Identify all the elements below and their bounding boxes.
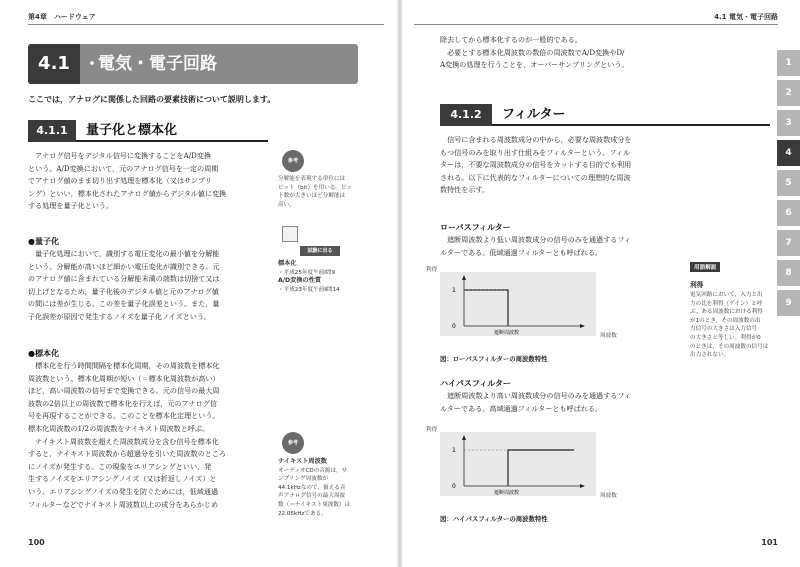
text-line: 生するノイズをエリアシングノイズ（又は折返しノイズ）と	[28, 474, 217, 484]
text-line: 遮断周波数より高い周波数成分の信号のみを通過するフィ	[447, 391, 631, 400]
exam-detail: ・平成25年度午前Ⅰ問9	[278, 269, 336, 276]
chapter-tab-2[interactable]: 2	[777, 80, 800, 106]
intro-paragraph	[28, 150, 268, 213]
chapter-tab-7[interactable]: 7	[777, 230, 800, 256]
text-line: 周波数という。標本化周期が短い（＝標本化周波数が高い）	[28, 373, 220, 383]
y-axis-arrow	[462, 275, 466, 280]
note-line: 声アナログ信号の最大周波	[278, 493, 346, 500]
glossary-line: が1のとき，その周波数の出	[690, 317, 761, 324]
lowpass-paragraph	[440, 234, 702, 259]
lowpass-y-label: 利得	[426, 267, 438, 273]
gain-zero-label: 0	[452, 483, 456, 490]
x-axis-arrow	[580, 324, 585, 328]
glossary-line: 力の比を利得（ゲイン）と呼	[690, 300, 763, 307]
highpass-y-label: 利得	[426, 427, 438, 433]
text-line: すると，ナイキスト周波数から超過分を引いた周波数のところ	[28, 449, 226, 459]
text-line: でアナログ値のまま切り出す処理を標本化（又はサンプリ	[28, 176, 212, 186]
subheading-sampling: ●標本化	[28, 349, 59, 358]
highpass-x-label: 周波数	[600, 493, 617, 499]
chapter-tab-4[interactable]: 4	[777, 140, 800, 166]
text-line: 必要とする標本化周波数の数倍の周波数でA/D変換やD/	[447, 47, 625, 57]
section-title: 量子化と標本化	[86, 123, 178, 138]
text-line: 号を再現することができる。このことを標本化定理という。	[28, 411, 220, 421]
glossary-text	[690, 291, 772, 360]
header-rule	[28, 24, 384, 25]
section-number: 4.1.2	[440, 104, 492, 126]
text-line: する処理を量子化という。	[28, 201, 114, 211]
chapter-lead: ここでは，アナログに関係した回路の要素技術について説明します。	[28, 95, 276, 104]
text-line: 切上げとなるため，量子化後のデジタル値と元のアナログ値	[28, 286, 219, 296]
note-line: オーディオCDの音源は，サ	[278, 467, 348, 474]
y-axis-arrow	[462, 435, 466, 440]
filter-intro-paragraph	[440, 134, 702, 197]
sidebar-exam-list	[278, 260, 378, 294]
text-line: 子化誤差が原因で発生するノイズを量子化ノイズという。	[28, 311, 212, 321]
text-line: 標本化周波数の1/2の周波数をナイキスト周波数と呼ぶ。	[28, 423, 210, 433]
text-line: ターは，不要な周波数成分の信号をカットする目的でも利用	[440, 160, 632, 170]
chapter-tab-9[interactable]: 9	[777, 290, 800, 316]
note-line: ンプリング周波数が	[278, 476, 329, 483]
text-line: 信号に含まれる周波数成分の中から，必要な周波数成分を	[447, 135, 632, 144]
glossary-line: の大きさと等しい。利得が0	[690, 334, 761, 341]
gain-one-label: 1	[452, 287, 456, 294]
pencil-icon	[282, 226, 298, 242]
text-line: という。A/D変換において，元のアナログ信号を一定の周期	[28, 163, 219, 173]
chapter-tab-3[interactable]: 3	[777, 110, 800, 136]
chapter-number: 4.1	[28, 44, 80, 84]
text-line: 量子化処理において，識別する電圧変化の最小値を分解能	[35, 249, 220, 258]
glossary-box	[690, 254, 772, 360]
section-title: フィルター	[502, 107, 566, 122]
quantization-paragraph	[28, 248, 268, 324]
text-line: 波数の2倍以上の周波数で標本化を行えば，元のアナログ信	[28, 398, 217, 408]
chapter-title: 電気・電子回路	[98, 54, 217, 74]
chapter-tab-8[interactable]: 8	[777, 260, 800, 286]
text-line: 数特性を示す。	[440, 185, 490, 195]
text-line: 除去してから標本化するのが一般的である。	[440, 35, 582, 44]
note-line: ビット（bit）を用いる。ビッ	[278, 184, 352, 191]
highpass-response-line	[508, 450, 574, 486]
note-title: ナイキスト周波数	[278, 458, 327, 465]
text-line: 標本化を行う時間間隔を標本化周期，その周波数を標本化	[35, 361, 220, 370]
subheading-quantization: ●量子化	[28, 237, 59, 246]
text-line: アナログ信号をデジタル信号に変換することをA/D変換	[35, 151, 212, 160]
text-line: いう。エリアシングノイズの発生を防ぐためには，低域通過	[28, 486, 219, 496]
note-line: ト数が大きいほど分解能は	[278, 193, 346, 200]
chapter-dot: ・	[84, 54, 101, 73]
glossary-line: 電気回路において，入力と出	[690, 292, 763, 298]
sidebar-note-nyquist	[278, 458, 376, 518]
continued-paragraph	[440, 34, 702, 72]
glossary-line: 力信号の大きさは入力信号	[690, 326, 758, 333]
note-line: 高い。	[278, 201, 295, 208]
lowpass-response-line	[464, 290, 508, 326]
cutoff-label: 遮断周波数	[494, 490, 520, 496]
highpass-paragraph	[440, 390, 702, 415]
left-page	[0, 0, 398, 567]
left-running-head: 第4章 ハードウェア	[28, 13, 96, 21]
highpass-plot	[440, 432, 596, 496]
highpass-caption: 図：ハイパスフィルターの周波数特性	[440, 515, 548, 523]
note-line: 分解能を表現する単位には	[278, 176, 346, 182]
exam-detail: ・平成23年度午前Ⅱ問14	[278, 286, 340, 293]
text-line: ナイキスト周波数を超えた周波数成分を含む信号を標本化	[35, 436, 219, 446]
highpass-heading: ハイパスフィルター	[440, 379, 511, 388]
text-line: のアナログ値に含まれている分解能未満の端数は切捨て又は	[28, 274, 220, 284]
cutoff-label: 遮断周波数	[494, 330, 520, 336]
chapter-tab-6[interactable]: 6	[777, 200, 800, 226]
chapter-tab-5[interactable]: 5	[777, 170, 800, 196]
section-heading	[440, 104, 770, 126]
reference-icon: 参考	[282, 150, 304, 172]
glossary-line: のときは，その周波数の信号は	[690, 343, 769, 350]
exam-badge: 試験に出る	[300, 246, 340, 256]
note-line: 22.05kHzである。	[278, 510, 327, 517]
gain-zero-label: 0	[452, 323, 456, 330]
text-line: される。以下に代表的なフィルターについての理想的な周波	[440, 172, 631, 182]
text-line: ほど，高い周波数の信号まで変換できる。元の信号の最大周	[28, 386, 220, 396]
glossary-line: 出力されない。	[690, 352, 730, 359]
lowpass-caption: 図：ローパスフィルターの周波数特性	[440, 355, 548, 363]
chapter-heading	[28, 44, 358, 84]
text-line: にノイズが発生する。この現象をエリアシングといい，発	[28, 461, 212, 471]
note-line: 44.1kHzなので，扱える音	[278, 484, 346, 491]
lowpass-heading: ローパスフィルター	[440, 223, 511, 232]
note-line: 数（＝ナイキスト周波数）は	[278, 501, 351, 508]
gain-one-label: 1	[452, 447, 456, 454]
text-line: もつ信号のみを取り出す仕組みをフィルターという。フィル	[440, 147, 631, 157]
exam-topic: A/D変換の性質	[278, 277, 322, 285]
text-line: ング）といい，標本化されたアナログ値からデジタル値に変換	[28, 188, 227, 198]
header-rule	[414, 24, 778, 25]
x-axis-arrow	[580, 484, 585, 488]
sampling-paragraph	[28, 360, 268, 511]
sidebar-note-resolution	[278, 175, 374, 209]
chapter-tab-1[interactable]: 1	[777, 50, 800, 76]
left-page-number: 100	[28, 538, 45, 547]
lowpass-plot-svg	[440, 272, 596, 336]
text-line: 遮断周波数より低い周波数成分の信号のみを通過するフィ	[447, 235, 631, 244]
section-number: 4.1.1	[28, 120, 76, 142]
glossary-badge: 用語解説	[690, 262, 720, 272]
lowpass-x-label: 周波数	[600, 333, 617, 339]
text-line: ルターである。低域通過フィルターとも呼ばれる。	[440, 247, 603, 257]
glossary-line: ぶ。ある周波数における利得	[690, 309, 763, 316]
highpass-plot-svg	[440, 432, 596, 496]
text-line: フィルターなどでナイキスト周波数以上の成分をあらかじめ	[28, 499, 219, 509]
text-line: の間には差が生じる。この差を量子化誤差という。また，量	[28, 299, 220, 309]
section-heading	[28, 120, 268, 142]
text-line: A変換の処理を行うことを，オーバーサンプリングという。	[440, 60, 629, 70]
glossary-term: 利得	[690, 281, 704, 289]
lowpass-plot	[440, 272, 596, 336]
right-running-head: 4.1 電気・電子回路	[714, 13, 778, 21]
reference-icon: 参考	[282, 432, 304, 454]
chapter-tabs	[777, 50, 800, 320]
right-page-number: 101	[761, 538, 778, 547]
exam-topic: 標本化	[278, 260, 297, 267]
text-line: という。分解能が高いほど細かい電圧変化が識別できる。元	[28, 261, 220, 271]
text-line: ルターである。高域通過フィルターとも呼ばれる。	[440, 403, 603, 413]
